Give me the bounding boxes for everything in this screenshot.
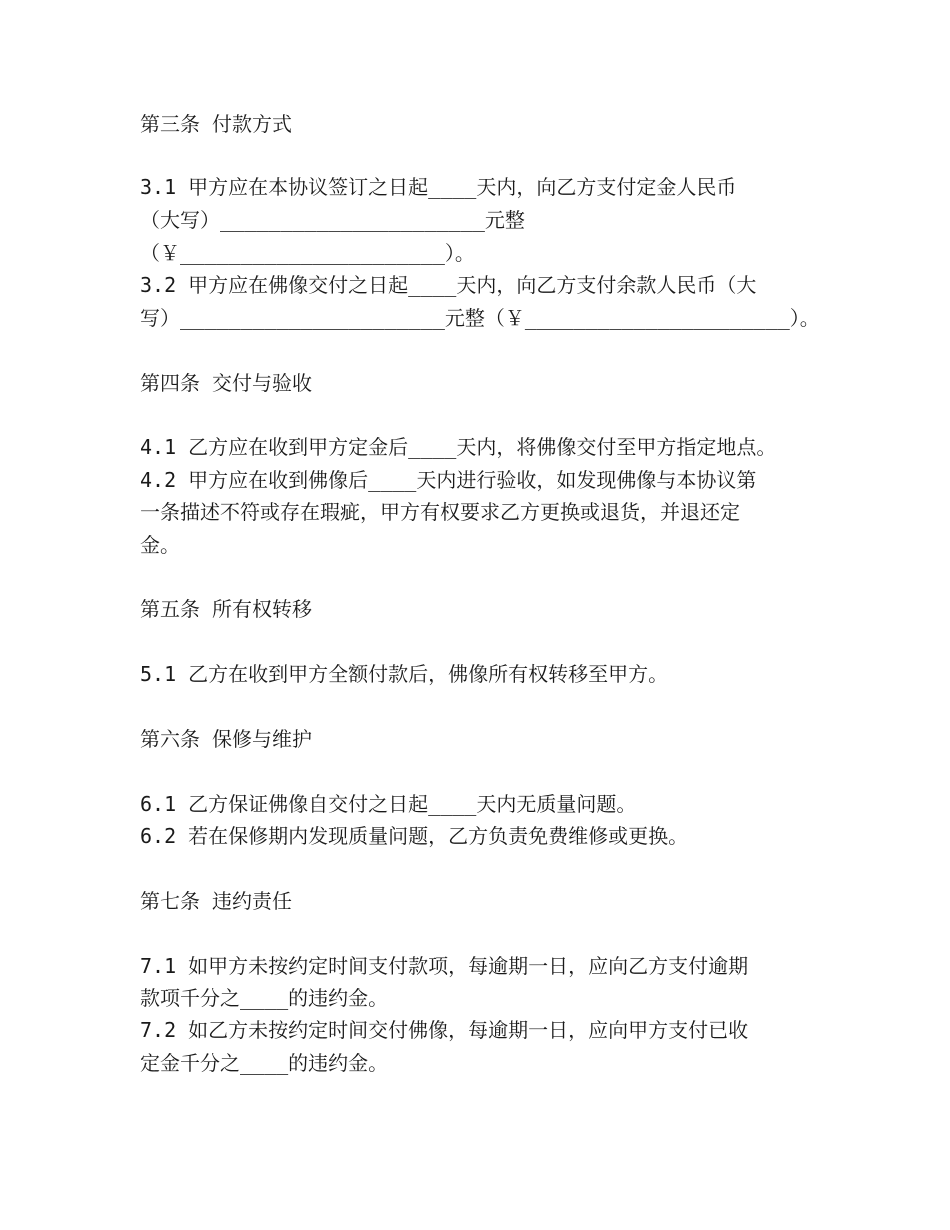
- clause-line: 4.1 乙方应在收到甲方定金后____天内，将佛像交付至甲方指定地点。: [140, 435, 777, 459]
- clause-line: 4.2 甲方应在收到佛像后____天内进行验收，如发现佛像与本协议第: [140, 468, 757, 492]
- clause-line: 6.2 若在保修期内发现质量问题，乙方负责免费维修或更换。: [140, 824, 689, 848]
- clause-line: 一条描述不符或存在瑕疵，甲方有权要求乙方更换或退货，并退还定: [140, 500, 740, 524]
- clause-line: 3.2 甲方应在佛像交付之日起____天内，向乙方支付余款人民币（大: [140, 273, 757, 297]
- clause-line: 款项千分之____的违约金。: [140, 986, 389, 1010]
- clause-line: 7.2 如乙方未按约定时间交付佛像，每逾期一日，应向甲方支付已收: [140, 1018, 749, 1042]
- clause-line: 6.1 乙方保证佛像自交付之日起____天内无质量问题。: [140, 792, 637, 816]
- clause-line: 金。: [140, 533, 180, 557]
- clause-line: 5.1 乙方在收到甲方全额付款后，佛像所有权转移至甲方。: [140, 662, 669, 686]
- section-heading: 第七条 违约责任: [140, 889, 293, 913]
- clause-line: （￥______________________）。: [140, 241, 475, 265]
- clause-line: 写）______________________元整（￥______________________）。: [140, 306, 820, 330]
- clause-line: 3.1 甲方应在本协议签订之日起____天内，向乙方支付定金人民币: [140, 175, 737, 199]
- clause-line: 7.1 如甲方未按约定时间支付款项，每逾期一日，应向乙方支付逾期: [140, 954, 749, 978]
- clause-line: （大写）______________________元整: [140, 208, 525, 232]
- clause-line: 定金千分之____的违约金。: [140, 1051, 389, 1075]
- section-heading: 第五条 所有权转移: [140, 597, 313, 621]
- section-heading: 第六条 保修与维护: [140, 727, 313, 751]
- section-heading: 第三条 付款方式: [140, 112, 293, 136]
- section-heading: 第四条 交付与验收: [140, 371, 313, 395]
